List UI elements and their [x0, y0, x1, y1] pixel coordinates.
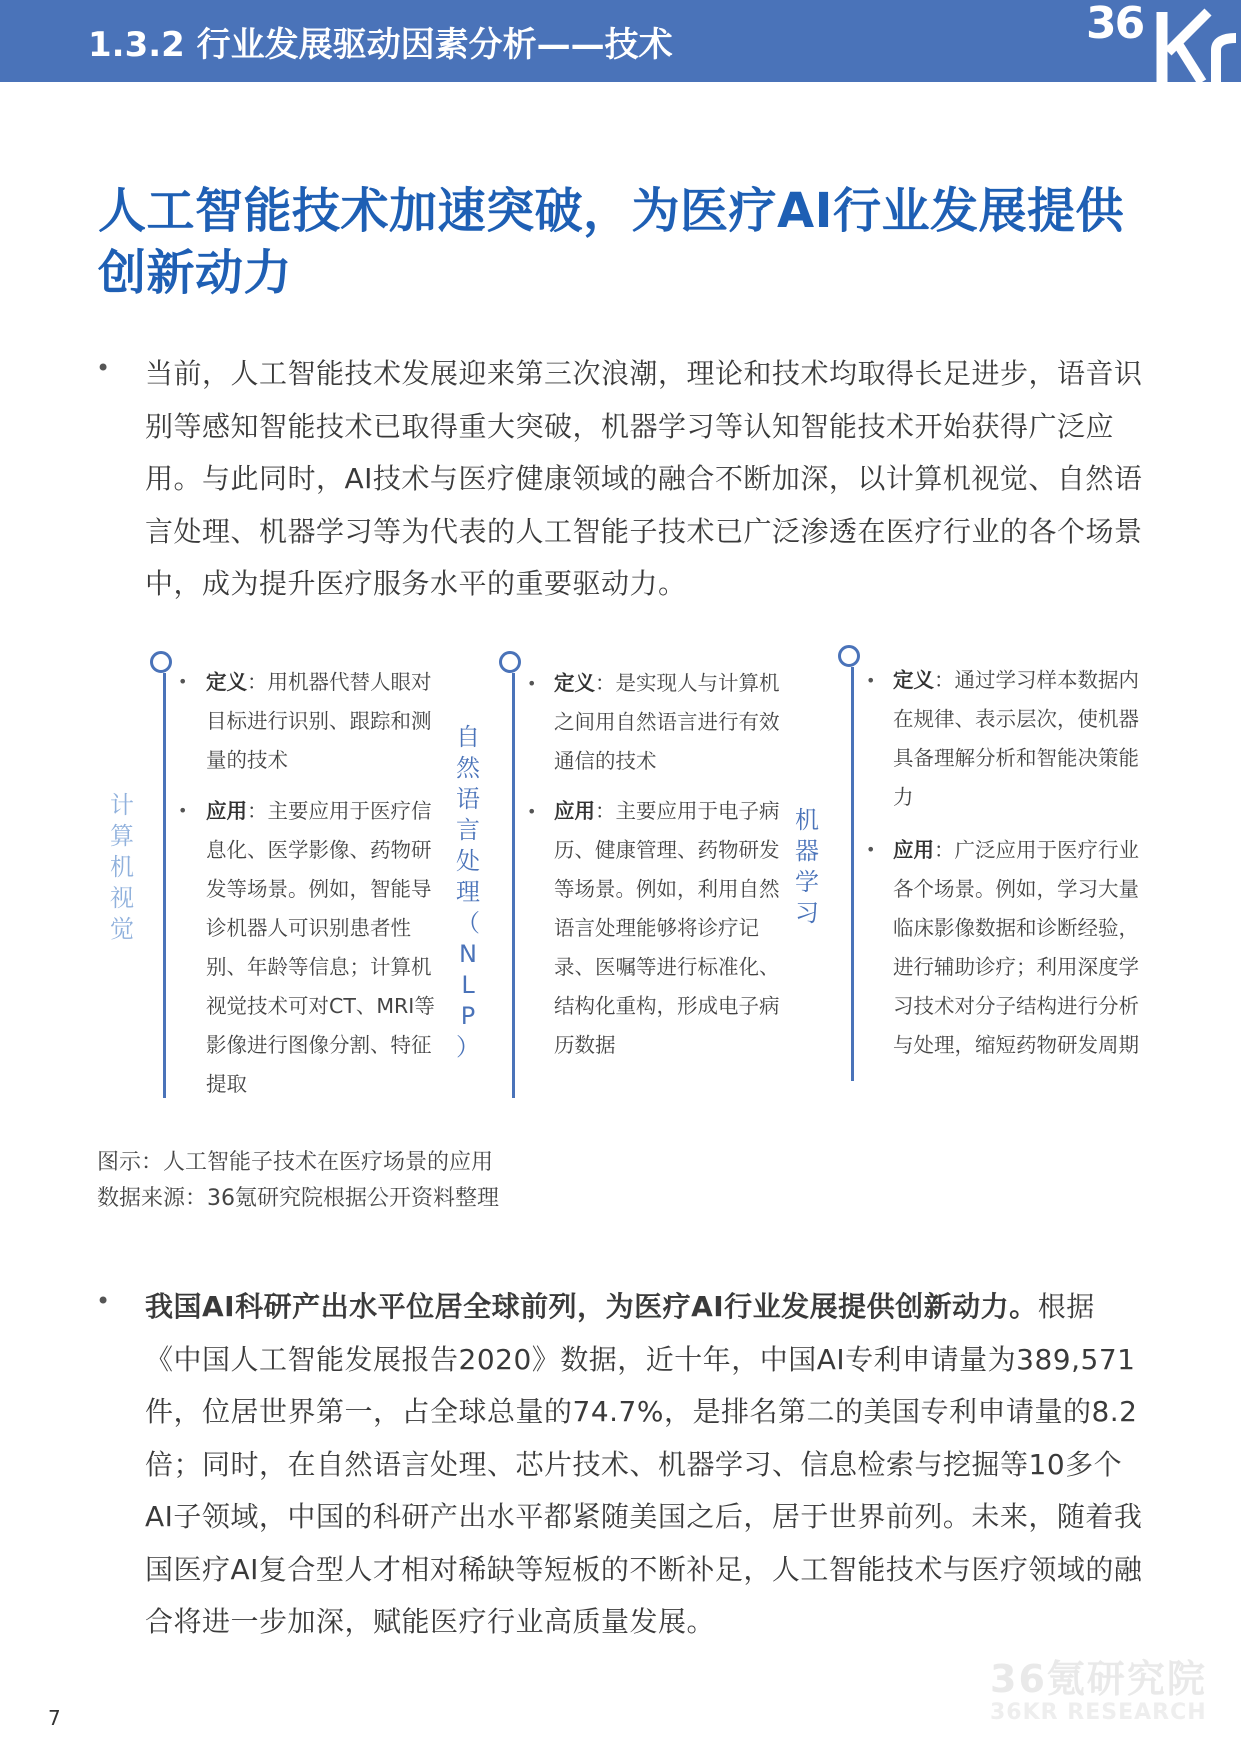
watermark-cn: 36氪研究院 — [990, 1657, 1207, 1701]
label-char: 处 — [456, 847, 480, 875]
bullet-icon: • — [178, 672, 188, 691]
page-number: 7 — [48, 1706, 61, 1730]
label-char: 视 — [110, 884, 134, 912]
label-char: 器 — [795, 837, 819, 865]
nlp-definition: 定义：是实现人与计算机之间用自然语言进行有效通信的技术 — [554, 671, 780, 773]
definition-key: 定义 — [893, 668, 934, 692]
timeline-line — [851, 667, 854, 1081]
ml-application: 应用：广泛应用于医疗行业各个场景。例如，学习大量临床影像数据和诊断经验，进行辅助诊疗；利用深度学习技术对分子结构进行分析与处理，缩短药物研发周期 — [893, 838, 1139, 1057]
label-char: （ — [456, 909, 480, 937]
bullet-icon: • — [527, 802, 537, 821]
application-text: 广泛应用于医疗行业各个场景。例如，学习大量临床影像数据和诊断经验，进行辅助诊疗；利用深度学习技术对分子结构进行分析与处理，缩短药物研发周期 — [893, 838, 1139, 1057]
logo-kr-mark — [1156, 4, 1240, 84]
label-char: 言 — [456, 816, 480, 844]
definition-text: 用机器代替人眼对目标进行识别、跟踪和测量的技术 — [206, 670, 432, 772]
bullet-icon: • — [527, 674, 537, 693]
watermark-en: 36KR RESEARCH — [990, 1700, 1207, 1725]
source-caption: 数据来源：36氪研究院根据公开资料整理 — [97, 1186, 499, 1211]
definition-key: 定义 — [206, 670, 247, 694]
label-char: 理 — [456, 878, 480, 906]
bullet-icon: • — [96, 1287, 111, 1315]
intro-paragraph: 当前，人工智能技术发展迎来第三次浪潮，理论和技术均取得长足进步，语音识别等感知智能技术已取得重大突破，机器学习等认知智能技术开始获得广泛应用。与此同时，AI技术与医疗健康领域的融合不断加深，以计算机视觉、自然语言处理、机器学习等为代表的人工智能子技术已广泛渗透在医疗行业的各个场景中，成为提升医疗服务水平的重要驱动力。 — [145, 357, 1143, 600]
paragraph-lead: 我国AI科研产出水平位居全球前列，为医疗AI行业发展提供创新动力。 — [145, 1290, 1038, 1323]
application-text: 主要应用于医疗信息化、医学影像、药物研发等场景。例如，智能导诊机器人可识别患者性别、年龄等信息；计算机视觉技术可对CT、MRI等影像进行图像分割、特征提取 — [206, 799, 435, 1096]
application-key: 应用 — [554, 799, 595, 823]
cv-application: 应用：主要应用于医疗信息化、医学影像、药物研发等场景。例如，智能导诊机器人可识别患者性别、年龄等信息；计算机视觉技术可对CT、MRI等影像进行图像分割、特征提取 — [206, 799, 435, 1096]
label-char: 习 — [795, 899, 819, 927]
brand-logo — [1080, 2, 1240, 82]
application-key: 应用 — [206, 799, 247, 823]
paragraph-body: 根据《中国人工智能发展报告2020》数据，近十年，中国AI专利申请量为389,571件，位居世界第一，占全球总量的74.7%，是排名第二的美国专利申请量的8.2倍；同时，在自然语言处理、芯片技术、机器学习、信息检索与挖掘等10多个AI子领域，中国的科研产出水平都紧随美国之后，居于世界前列。未来，随着我国医疗AI复合型人才相对稀缺等短板的不断补足，人工智能技术与医疗领域的融合将进一步加深，赋能医疗行业高质量发展。 — [145, 1290, 1143, 1638]
timeline-circle-icon — [150, 651, 172, 673]
section-title: 1.3.2 行业发展驱动因素分析——技术 — [88, 25, 673, 65]
definition-text: 通过学习样本数据内在规律、表示层次，使机器具备理解分析和智能决策能力 — [893, 668, 1139, 809]
label-char: 机 — [110, 853, 134, 881]
label-char: 算 — [110, 822, 134, 850]
definition-text: 是实现人与计算机之间用自然语言进行有效通信的技术 — [554, 671, 780, 773]
bullet-icon: • — [96, 354, 111, 382]
column-label-computer-vision — [105, 790, 139, 945]
figure-caption: 图示：人工智能子技术在医疗场景的应用 — [97, 1150, 494, 1175]
column-label-nlp — [451, 722, 485, 1063]
label-char: 觉 — [110, 915, 134, 943]
definition-key: 定义 — [554, 671, 595, 695]
cv-definition: 定义：用机器代替人眼对目标进行识别、跟踪和测量的技术 — [206, 670, 432, 772]
label-char: 语 — [456, 785, 480, 813]
timeline-line — [163, 673, 166, 1098]
bullet-icon: • — [866, 840, 876, 859]
bullet-icon: • — [866, 671, 876, 690]
label-char: 机 — [795, 806, 819, 834]
label-char: ） — [456, 1033, 480, 1061]
label-char: 自 — [456, 723, 480, 751]
timeline-line — [512, 673, 515, 1098]
ml-definition: 定义：通过学习样本数据内在规律、表示层次，使机器具备理解分析和智能决策能力 — [893, 668, 1139, 809]
label-char: N — [459, 940, 477, 968]
label-char: 学 — [795, 868, 819, 896]
timeline-circle-icon — [838, 645, 860, 667]
column-label-machine-learning — [790, 805, 824, 929]
label-char: P — [460, 1002, 476, 1030]
timeline-circle-icon — [499, 651, 521, 673]
application-text: 主要应用于电子病历、健康管理、药物研发等场景。例如，利用自然语言处理能够将诊疗记录、医嘱等进行标准化、结构化重构，形成电子病历数据 — [554, 799, 780, 1057]
main-heading: 人工智能技术加速突破，为医疗AI行业发展提供创新动力 — [98, 183, 1125, 301]
application-key: 应用 — [893, 838, 934, 862]
nlp-application: 应用：主要应用于电子病历、健康管理、药物研发等场景。例如，利用自然语言处理能够将诊疗记录、医嘱等进行标准化、结构化重构，形成电子病历数据 — [554, 799, 780, 1057]
second-paragraph — [145, 1281, 1145, 1649]
label-char: 然 — [456, 754, 480, 782]
logo-36-text: 36 — [1086, 0, 1144, 49]
label-char: 计 — [110, 791, 134, 819]
label-char: L — [461, 971, 475, 999]
bullet-icon: • — [178, 801, 188, 820]
